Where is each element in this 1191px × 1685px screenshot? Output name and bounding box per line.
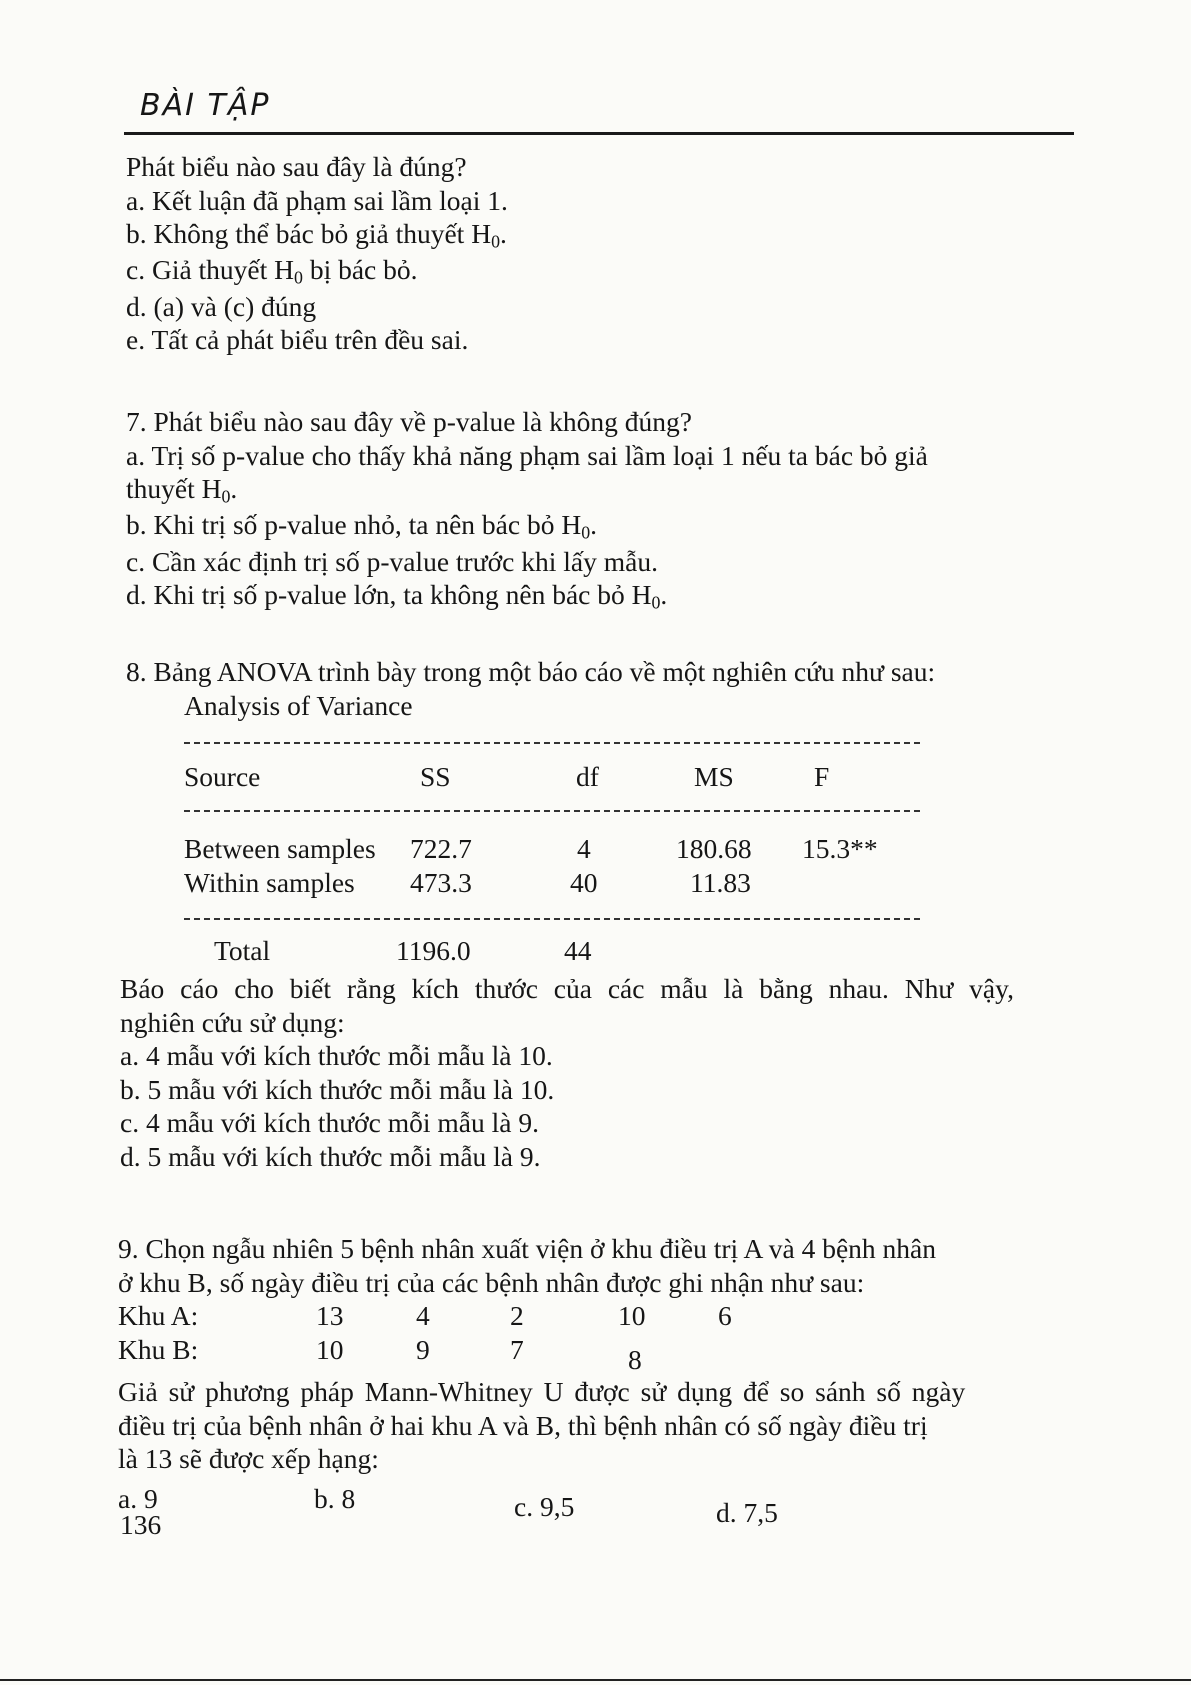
q7-option-a-line2: thuyết $H_0$. xyxy=(126,473,238,507)
table-divider xyxy=(184,918,920,920)
header-ms: MS xyxy=(694,761,734,792)
value: 9 xyxy=(416,1334,430,1366)
khu-a-row xyxy=(118,1299,1062,1333)
anova-table xyxy=(184,742,920,968)
cell: 40 xyxy=(570,867,598,898)
table-row xyxy=(184,866,920,900)
bottom-edge-rule xyxy=(0,1679,1191,1681)
q7-option-a-line1: a. Trị số p-value cho thấy khả năng phạm sai lầm loại 1 nếu ta bác bỏ giả xyxy=(126,439,928,471)
cell: 473.3 xyxy=(410,867,472,898)
table-header-row xyxy=(184,760,920,794)
value: 7 xyxy=(510,1334,524,1366)
cell: 1196.0 xyxy=(396,935,471,966)
q9-option-d: d. 7,5 xyxy=(716,1496,778,1528)
q8-text-line1: Báo cáo cho biết rằng kích thước của các mẫu là bằng nhau. Như vậy, xyxy=(120,973,1014,1004)
header-f: F xyxy=(814,761,830,792)
table-total-row xyxy=(184,934,920,968)
value: 8 xyxy=(628,1344,642,1376)
cell: 15.3** xyxy=(802,833,878,864)
q9-line1: 9. Chọn ngẫu nhiên 5 bệnh nhân xuất viện ở khu điều trị A và 4 bệnh nhân xyxy=(118,1233,937,1264)
table-divider xyxy=(184,810,920,812)
value: 10 xyxy=(316,1334,344,1366)
value: 4 xyxy=(416,1300,430,1332)
header-title: BÀI TẬP xyxy=(140,88,271,123)
q6-option-e: e. Tất cả phát biểu trên đều sai. xyxy=(126,324,469,356)
question-8-options xyxy=(120,972,1064,1173)
page-number: 136 xyxy=(120,1509,162,1540)
khu-b-row xyxy=(118,1333,1062,1376)
q7-prompt: 7. Phát biểu nào sau đây về p-value là không đúng? xyxy=(126,406,692,437)
header-source: Source xyxy=(184,761,261,792)
q6-prompt: Phát biểu nào sau đây là đúng? xyxy=(126,151,467,182)
cell: 722.7 xyxy=(410,833,472,864)
q8-option-d: d. 5 mẫu với kích thước mỗi mẫu là 9. xyxy=(120,1140,541,1172)
q9-text-line2: điều trị của bệnh nhân ở hai khu A và B, thì bệnh nhân có số ngày điều trị xyxy=(118,1409,928,1441)
q6-option-c: c. Giả thuyết $H_0$ bị bác bỏ. xyxy=(126,254,418,288)
page-header xyxy=(124,80,1074,135)
q9-option-b: b. 8 xyxy=(314,1482,356,1514)
cell: 4 xyxy=(577,833,591,864)
q9-text-line3: là 13 sẽ được xếp hạng: xyxy=(118,1443,379,1475)
cell: Within samples xyxy=(184,867,355,898)
value: 6 xyxy=(718,1300,732,1332)
q8-text-line2: nghiên cứu sử dụng: xyxy=(120,1006,345,1038)
table-divider xyxy=(184,742,920,744)
q8-option-c: c. 4 mẫu với kích thước mỗi mẫu là 9. xyxy=(120,1107,539,1139)
cell: 180.68 xyxy=(676,833,752,864)
q6-option-d: d. (a) và (c) đúng xyxy=(126,290,317,322)
header-df: df xyxy=(576,761,599,792)
cell: 44 xyxy=(564,935,592,966)
q7-option-b: b. Khi trị số p-value nhỏ, ta nên bác bỏ $H_0$. xyxy=(126,509,597,543)
header-ss: SS xyxy=(420,761,451,792)
value: 2 xyxy=(510,1300,524,1332)
anova-title: Analysis of Variance xyxy=(184,689,413,721)
value: 13 xyxy=(316,1300,344,1332)
q6-option-a: a. Kết luận đã phạm sai lầm loại 1. xyxy=(126,184,508,216)
q7-option-d: d. Khi trị số p-value lớn, ta không nên bác bỏ $H_0$. xyxy=(126,579,668,613)
q9-text-line1: Giả sử phương pháp Mann-Whitney U được sử dụng để so sánh số ngày xyxy=(118,1376,966,1408)
question-8-prompt-block xyxy=(126,655,1076,722)
khu-b-label: Khu B: xyxy=(118,1334,199,1366)
q9-line2: ở khu B, số ngày điều trị của các bệnh nhân được ghi nhận như sau: xyxy=(118,1266,865,1298)
cell: Total xyxy=(214,935,271,966)
q9-option-a: a. 9 xyxy=(118,1482,158,1514)
q7-option-c: c. Cần xác định trị số p-value trước khi lấy mẫu. xyxy=(126,545,658,577)
question-6 xyxy=(126,150,1076,357)
q8-prompt: 8. Bảng ANOVA trình bày trong một báo cáo về một nghiên cứu như sau: xyxy=(126,656,936,687)
khu-a-label: Khu A: xyxy=(118,1300,199,1332)
table-row xyxy=(184,832,920,866)
cell: 11.83 xyxy=(690,867,751,898)
value: 10 xyxy=(618,1300,646,1332)
cell: Between samples xyxy=(184,833,376,864)
q9-option-c: c. 9,5 xyxy=(514,1490,575,1522)
q8-option-a: a. 4 mẫu với kích thước mỗi mẫu là 10. xyxy=(120,1040,553,1072)
question-7 xyxy=(126,405,1076,614)
q8-option-b: b. 5 mẫu với kích thước mỗi mẫu là 10. xyxy=(120,1073,555,1105)
q6-option-b: b. Không thể bác bỏ giả thuyết $H_0$. xyxy=(126,218,507,252)
